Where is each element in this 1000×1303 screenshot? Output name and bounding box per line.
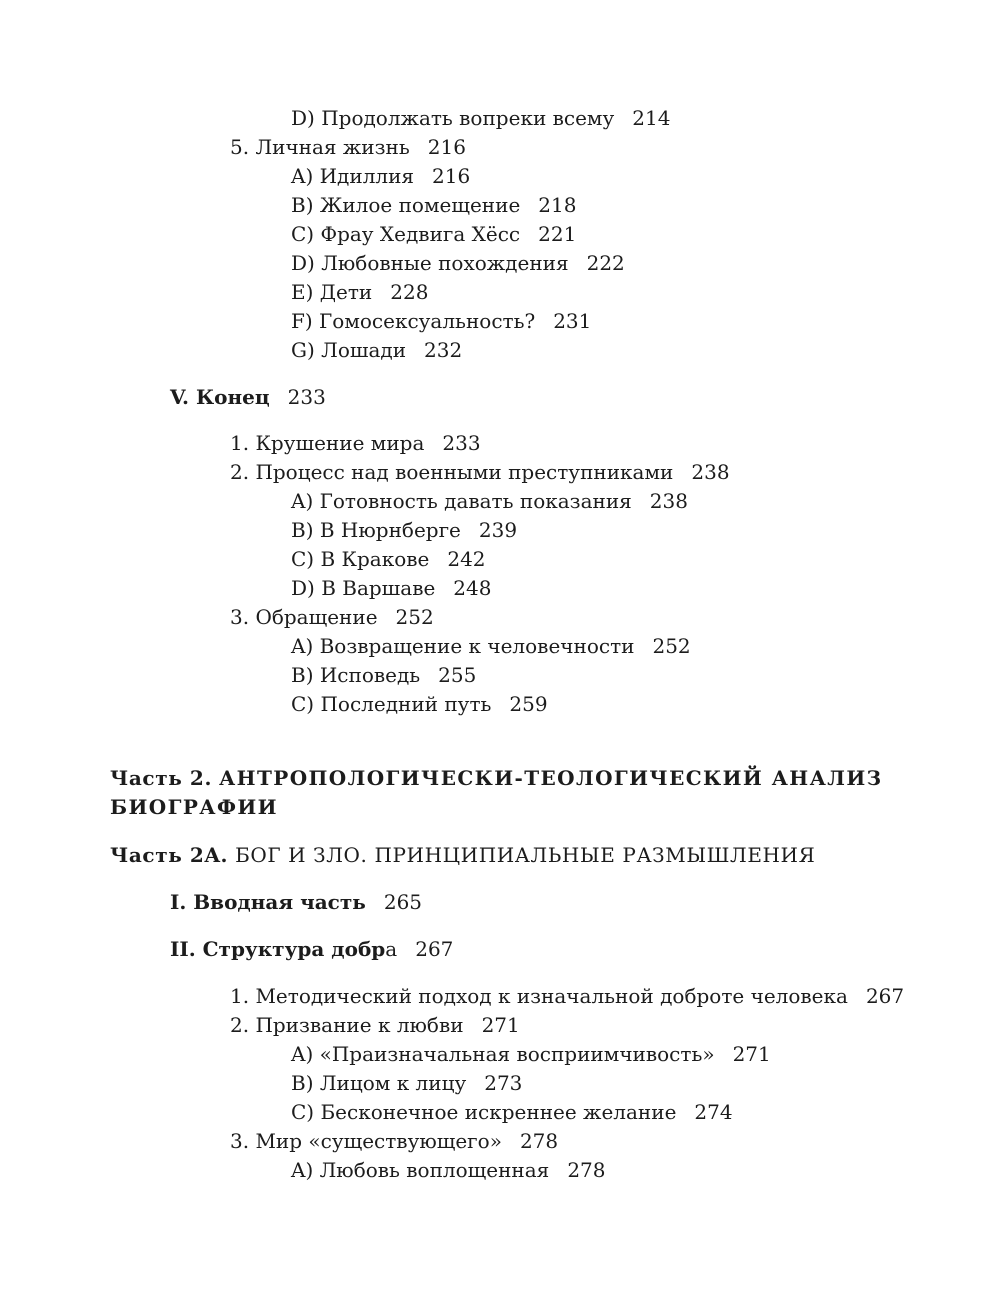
toc-entry-title: B) Жилое помещение <box>291 193 521 217</box>
toc-entry <box>291 337 462 363</box>
toc-entry <box>230 134 466 160</box>
toc-entry-title: 2. Призвание к любви <box>230 1013 464 1037</box>
toc-entry-page: 278 <box>567 1158 606 1182</box>
toc-entry-title: C) Фрау Хедвига Хёсс <box>291 222 521 246</box>
section-page: 267 <box>415 937 454 961</box>
toc-entry-title: C) Последний путь <box>291 692 492 716</box>
subpart-heading <box>110 839 815 871</box>
toc-entry-title: C) Бесконечное искреннее желание <box>291 1100 677 1124</box>
toc-entry-title: 2. Процесс над военными преступниками <box>230 460 674 484</box>
toc-entry <box>230 604 434 630</box>
subpart-prefix: Часть 2A. <box>110 843 229 867</box>
toc-entry-page: 238 <box>691 460 730 484</box>
toc-entry <box>291 250 625 276</box>
toc-entry-title: F) Гомосексуальность? <box>291 309 536 333</box>
toc-entry-page: 231 <box>553 309 592 333</box>
toc-entry-page: 216 <box>427 135 466 159</box>
section-page: 233 <box>287 385 326 409</box>
section-title: I. Вводная часть <box>170 890 366 914</box>
toc-entry-title: D) Продолжать вопреки всему <box>291 106 615 130</box>
toc-entry-page: 255 <box>438 663 477 687</box>
toc-entry <box>291 1157 606 1183</box>
toc-entry-page: 252 <box>652 634 691 658</box>
toc-entry-title: E) Дети <box>291 280 373 304</box>
toc-entry-page: 239 <box>478 518 518 542</box>
part-heading <box>110 762 882 794</box>
toc-entry-page: 278 <box>519 1129 559 1153</box>
toc-entry-title: 5. Личная жизнь <box>230 135 410 159</box>
toc-entry-title: A) Идиллия <box>291 164 415 188</box>
section-heading <box>170 936 453 962</box>
toc-entry <box>291 221 576 247</box>
toc-entry-title: C) В Кракове <box>291 547 430 571</box>
toc-entry-title: A) Возвращение к человечности <box>291 634 635 658</box>
toc-entry-page: 216 <box>432 164 471 188</box>
toc-entry-title: 1. Методический подход к изначальной доброте человека <box>230 984 848 1008</box>
toc-entry-title: G) Лошади <box>291 338 407 362</box>
section-page: 265 <box>383 890 423 914</box>
toc-entry-page: 274 <box>694 1100 733 1124</box>
toc-entry <box>291 546 486 572</box>
toc-entry-page: 222 <box>586 251 625 275</box>
toc-entry <box>230 430 481 456</box>
toc-entry-page: 238 <box>649 489 688 513</box>
toc-entry-page: 252 <box>395 605 434 629</box>
toc-entry-page: 228 <box>390 280 429 304</box>
toc-entry <box>291 192 576 218</box>
section-heading <box>170 384 326 410</box>
part-title-line1: АНТРОПОЛОГИЧЕСКИ-ТЕОЛОГИЧЕСКИЙ АНАЛИЗ <box>218 766 883 790</box>
toc-entry <box>291 517 517 543</box>
toc-entry <box>291 633 691 659</box>
toc-entry-title: 1. Крушение мира <box>230 431 425 455</box>
toc-entry-title: 3. Мир «существующего» <box>230 1129 502 1153</box>
toc-entry <box>291 163 470 189</box>
toc-entry-title: D) Любовные похождения <box>291 251 569 275</box>
toc-entry-page: 271 <box>732 1042 771 1066</box>
toc-entry <box>291 1041 771 1067</box>
section-title-tail: а <box>385 937 398 961</box>
toc-entry <box>291 105 670 131</box>
toc-entry <box>291 1099 733 1125</box>
toc-entry <box>230 459 730 485</box>
toc-entry-page: 233 <box>442 431 481 455</box>
toc-entry <box>291 308 591 334</box>
toc-entry-title: A) Любовь воплощенная <box>291 1158 550 1182</box>
part-title-line2: БИОГРАФИИ <box>110 795 278 819</box>
toc-entry-page: 242 <box>447 547 486 571</box>
part-heading-continued <box>110 791 278 823</box>
toc-entry-page: 273 <box>484 1071 523 1095</box>
toc-entry-page: 221 <box>538 222 577 246</box>
toc-entry-title: B) Лицом к лицу <box>291 1071 467 1095</box>
toc-entry <box>291 691 548 717</box>
toc-entry-page: 271 <box>481 1013 520 1037</box>
section-heading <box>170 889 422 915</box>
toc-entry-title: D) В Варшаве <box>291 576 436 600</box>
toc-entry <box>291 575 491 601</box>
toc-entry-title: 3. Обращение <box>230 605 378 629</box>
toc-entry <box>230 1012 520 1038</box>
toc-entry-title: B) Исповедь <box>291 663 421 687</box>
part-prefix: Часть 2. <box>110 766 213 790</box>
toc-entry-page: 267 <box>865 984 905 1008</box>
toc-entry-page: 214 <box>632 106 671 130</box>
toc-entry-page: 218 <box>538 193 577 217</box>
toc-entry <box>291 279 428 305</box>
section-title: V. Конец <box>170 385 270 409</box>
toc-entry <box>291 1070 522 1096</box>
toc-entry <box>230 983 904 1009</box>
toc-entry-title: A) «Праизначальная восприимчивость» <box>291 1042 715 1066</box>
toc-entry-title: A) Готовность давать показания <box>291 489 632 513</box>
subpart-title: БОГ И ЗЛО. ПРИНЦИПИАЛЬНЫЕ РАЗМЫШЛЕНИЯ <box>235 843 816 867</box>
toc-entry-page: 248 <box>453 576 492 600</box>
section-title: II. Структура добр <box>170 937 386 961</box>
toc-entry <box>291 662 476 688</box>
toc-entry-page: 232 <box>424 338 463 362</box>
toc-entry-title: B) В Нюрнберге <box>291 518 461 542</box>
toc-entry <box>230 1128 558 1154</box>
toc-entry-page: 259 <box>509 692 548 716</box>
toc-entry <box>291 488 688 514</box>
